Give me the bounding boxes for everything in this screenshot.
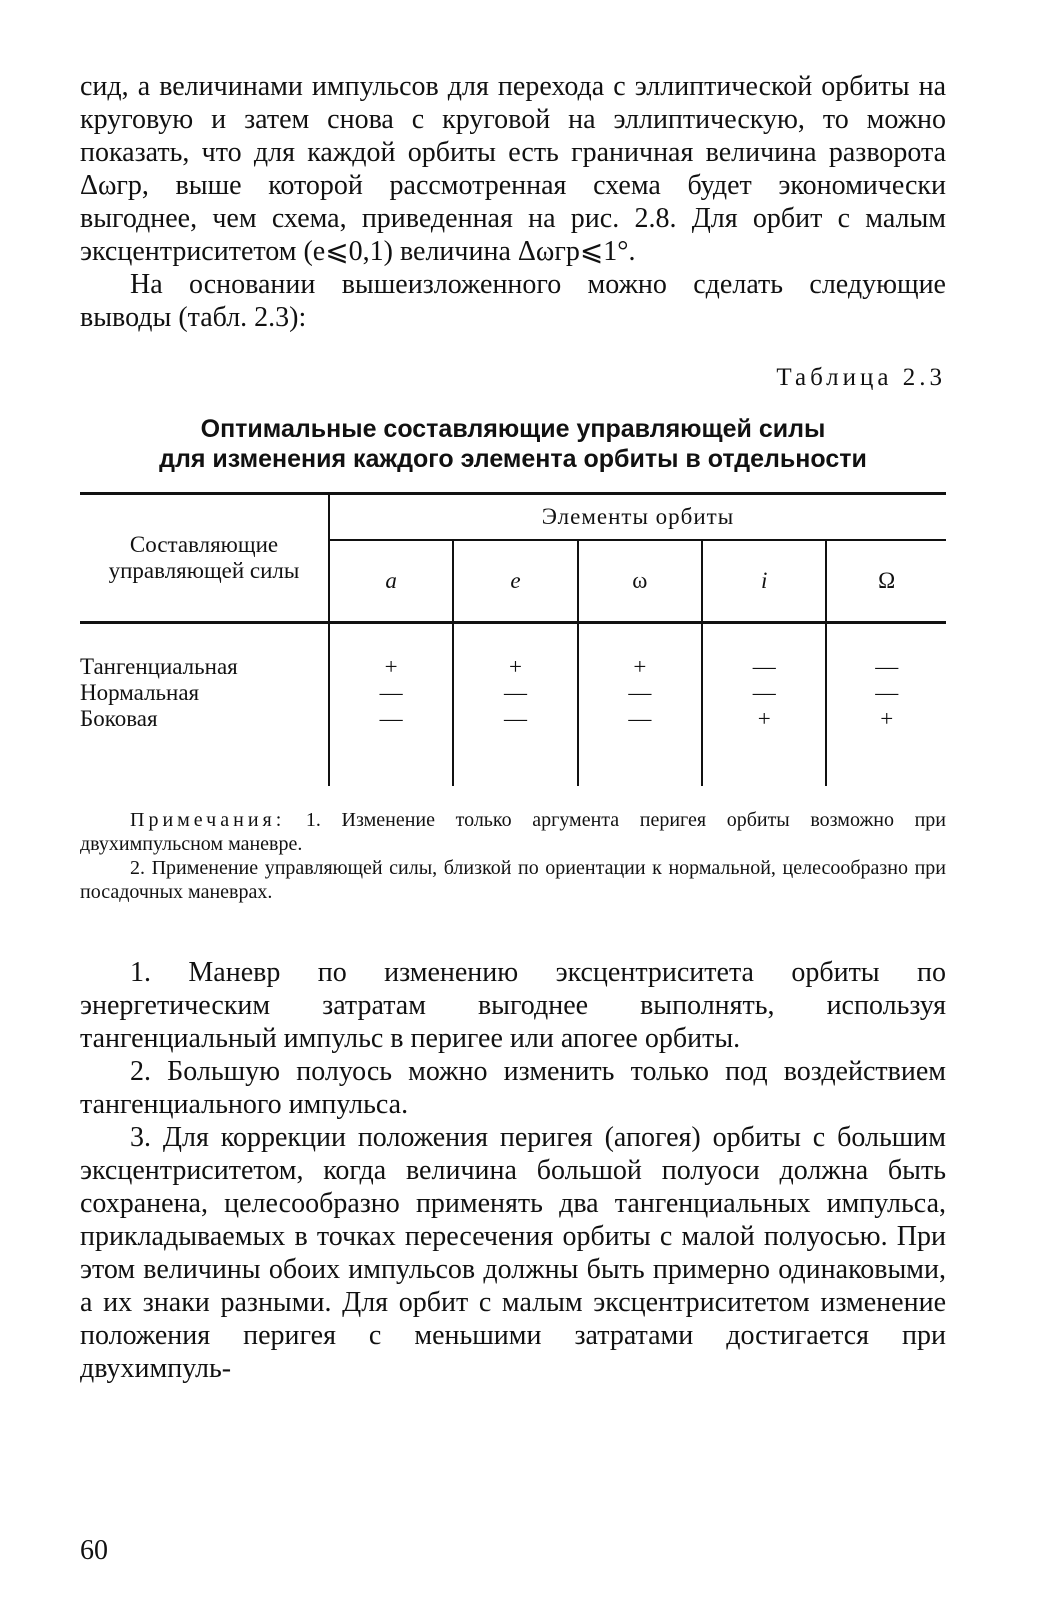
note-1 — [80, 808, 946, 856]
table-title — [80, 414, 946, 474]
column-omega — [578, 623, 702, 787]
table-cell: — — [504, 706, 528, 731]
table-cell: — — [875, 654, 899, 679]
table-cell: — — [379, 706, 403, 731]
orbit-elements-table — [80, 492, 946, 786]
table-cell: — — [875, 680, 899, 705]
paragraph-1: сид, а величинами импульсов для перехода с эллиптической орбиты на круговую и затем снова с круговой на эллиптическую, то можно показать, что для каждой орбиты есть граничная величина разворота Δωгр, выше которой рассмотренная схема будет экономически выгоднее, чем схема, приведенная на рис. 2.8. Для орбит с малым эксцентриситетом (e⩽0,1) величина Δωгр⩽1°. — [80, 71, 946, 267]
column-a — [329, 623, 453, 787]
column-header-omega: ω — [578, 540, 702, 623]
column-header-e: e — [453, 540, 577, 623]
table-label: Таблица 2.3 — [776, 364, 946, 391]
table-cell: + — [509, 654, 522, 679]
table-title-line-1: Оптимальные составляющие управляющей силы — [200, 415, 826, 443]
column-header-i: i — [702, 540, 826, 623]
column-big-omega — [826, 623, 946, 787]
row-name: Тангенциальная — [80, 654, 238, 679]
table-cell: — — [504, 680, 528, 705]
table-cell: — — [628, 680, 652, 705]
note-1-text: 1. Изменение только аргумента перигея орбиты возможно при двухимпульсном маневре. — [80, 809, 946, 855]
row-name: Боковая — [80, 706, 158, 731]
row-names — [80, 623, 329, 787]
group-header: Элементы орбиты — [329, 494, 946, 541]
paragraph-2: На основании вышеизложенного можно сделать следующие выводы (табл. 2.3): — [80, 269, 946, 333]
table-notes — [80, 808, 946, 904]
row-header: Составляющие управляющей силы — [80, 494, 329, 623]
conclusion-1: 1. Маневр по изменению эксцентриситета орбиты по энергетическим затратам выгоднее выполнять, используя тангенциальный импульс в перигее или апогее орбиты. — [80, 957, 946, 1054]
table-cell: + — [757, 706, 771, 731]
table-title-line-2: для изменения каждого элемента орбиты в отдельности — [159, 445, 867, 473]
column-e — [453, 623, 577, 787]
row-name: Нормальная — [80, 680, 200, 705]
column-header-big-omega: Ω — [826, 540, 946, 623]
conclusion-3: 3. Для коррекции положения перигея (апогея) орбиты с большим эксцентриситетом, когда величина большой полуоси должна быть сохранена, целесообразно применять два тангенциальных импульса, прикладываемых в точках пересечения орбиты с малой полуосью. При этом величины обоих импульсов должны быть примерно одинаковыми, а их знаки разными. Для орбит с малым эксцентриситетом изменение положения перигея с меньшими затратами достигается при двухимпуль- — [80, 1122, 946, 1384]
table-cell: + — [633, 654, 647, 679]
page-number: 60 — [80, 1535, 108, 1566]
table-cell: + — [880, 706, 894, 731]
table-cell: — — [379, 680, 403, 705]
table-cell: — — [752, 680, 776, 705]
conclusions — [80, 956, 946, 1385]
column-header-a: a — [329, 540, 453, 623]
table-cell: — — [752, 654, 776, 679]
column-i — [702, 623, 826, 787]
notes-label: Примечания: — [130, 809, 286, 831]
page-content — [80, 70, 946, 1385]
table-cell: — — [628, 706, 652, 731]
note-2: 2. Применение управляющей силы, близкой по ориентации к нормальной, целесообразно при посадочных маневрах. — [80, 857, 946, 903]
conclusion-2: 2. Большую полуось можно изменить только под воздействием тангенциального импульса. — [80, 1056, 946, 1120]
table-cell: + — [384, 654, 398, 679]
